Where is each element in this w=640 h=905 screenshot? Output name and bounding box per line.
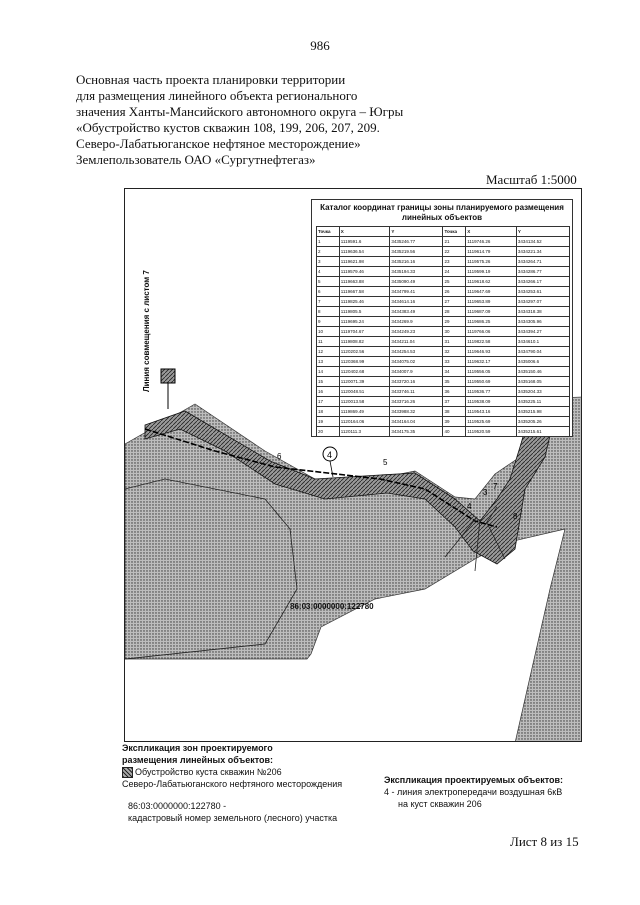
table-cell: 3433716.26 (390, 397, 443, 407)
table-cell: 3435090.49 (390, 277, 443, 287)
table-cell: 3434286.77 (516, 267, 569, 277)
header-line: значения Ханты-Мансийского автономного округа – Югры (76, 104, 404, 119)
planning-map (124, 188, 582, 742)
table-cell: 39 (443, 417, 466, 427)
table-cell: 1120164.06 (339, 417, 390, 427)
coordinate-catalog (311, 199, 573, 437)
table-cell: 1119520.59 (466, 427, 517, 437)
table-cell: 1120111.3 (339, 427, 390, 437)
table-cell: 1120202.56 (339, 347, 390, 357)
table-cell: 1120368.99 (339, 357, 390, 367)
table-cell: 4 (317, 267, 340, 277)
table-cell: 1119805.5 (339, 307, 390, 317)
table-cell: 1119663.88 (339, 277, 390, 287)
table-cell: 36 (443, 387, 466, 397)
point-label: 4 (467, 502, 472, 511)
table-cell: 3435006.6 (516, 357, 569, 367)
table-cell: 16 (317, 387, 340, 397)
table-cell: 37 (443, 397, 466, 407)
table-cell: 1119869.49 (339, 407, 390, 417)
objects-legend-title: Экспликация проектируемых объектов: (384, 775, 564, 785)
cadastral-legend: 86:03:0000000:122780 - кадастровый номер земельного (лесного) участка (128, 801, 338, 823)
document-header (76, 72, 403, 168)
table-cell: 1119822.58 (466, 337, 517, 347)
page-number: 986 (310, 38, 330, 53)
table-cell: 3434318.38 (516, 307, 569, 317)
map-scale: Масштаб 1:5000 (486, 172, 577, 187)
table-row (317, 327, 570, 337)
table-row (317, 377, 570, 387)
cadastral-parcel (125, 397, 582, 742)
table-cell: 3434266.17 (516, 277, 569, 287)
table-cell: 22 (443, 247, 466, 257)
table-header-row (317, 227, 570, 237)
table-cell: 25 (443, 277, 466, 287)
table-cell: 35 (443, 377, 466, 387)
table-cell: 7 (317, 297, 340, 307)
table-cell: 3434134.52 (516, 237, 569, 247)
table-cell: 10 (317, 327, 340, 337)
table-cell: 3435204.33 (516, 387, 569, 397)
table-cell: 3434164.04 (390, 417, 443, 427)
table-cell: 3433720.16 (390, 377, 443, 387)
objects-legend-item: 4 - линия электропередачи воздушная 6кВ (384, 787, 563, 797)
point-label: 6 (277, 452, 282, 461)
table-cell: 1119525.69 (466, 417, 517, 427)
table-header-cell: Y (516, 227, 569, 237)
table-cell: 1119686.25 (466, 317, 517, 327)
table-cell: 2 (317, 247, 340, 257)
table-cell: 40 (443, 427, 466, 437)
zone-swatch-icon (122, 767, 133, 778)
table-cell: 3435194.33 (390, 267, 443, 277)
table-cell: 9 (317, 317, 340, 327)
table-cell: 3435215.98 (516, 407, 569, 417)
table-cell: 26 (443, 287, 466, 297)
table-row (317, 297, 570, 307)
table-cell: 38 (443, 407, 466, 417)
header-line: Землепользователь ОАО «Сургутнефтегаз» (76, 152, 316, 167)
point-label: 3 (483, 488, 488, 497)
table-cell: 18 (317, 407, 340, 417)
table-cell: 5 (317, 277, 340, 287)
table-row (317, 307, 570, 317)
table-cell: 1119647.69 (466, 287, 517, 297)
table-row (317, 397, 570, 407)
table-row (317, 387, 570, 397)
table-cell: 1119621.98 (339, 257, 390, 267)
table-cell: 19 (317, 417, 340, 427)
table-cell: 3434614.16 (390, 297, 443, 307)
table-cell: 3434075.02 (390, 357, 443, 367)
objects-legend (384, 774, 563, 810)
table-cell: 32 (443, 347, 466, 357)
table-cell: 1119543.16 (466, 407, 517, 417)
zones-legend (122, 742, 342, 790)
table-cell: 6 (317, 287, 340, 297)
table-cell: 3434253.61 (516, 287, 569, 297)
table-row (317, 417, 570, 427)
table-cell: 3434007.9 (390, 367, 443, 377)
table-cell: 29 (443, 317, 466, 327)
table-cell: 1119808.82 (339, 337, 390, 347)
table-row (317, 347, 570, 357)
table-cell: 3434211.04 (390, 337, 443, 347)
table-header-cell: X (466, 227, 517, 237)
table-cell: 3434610.1 (516, 337, 569, 347)
table-cell: 34 (443, 367, 466, 377)
table-cell: 3433746.11 (390, 387, 443, 397)
table-row (317, 367, 570, 377)
table-cell: 8 (317, 307, 340, 317)
table-cell: 1120071.39 (339, 377, 390, 387)
table-cell: 3434790.04 (516, 347, 569, 357)
table-cell: 21 (443, 237, 466, 247)
table-cell: 3 (317, 257, 340, 267)
table-cell: 1119636.54 (339, 247, 390, 257)
table-cell: 3434297.07 (516, 297, 569, 307)
point-label: 8 (513, 512, 518, 521)
table-cell: 27 (443, 297, 466, 307)
table-cell: 1119766.06 (466, 327, 517, 337)
table-cell: 1119618.62 (466, 277, 517, 287)
table-row (317, 427, 570, 437)
table-cell: 3434249.23 (390, 327, 443, 337)
table-row (317, 257, 570, 267)
zones-legend-item: Обустройство куста скважин №206 (122, 766, 342, 778)
table-cell: 33 (443, 357, 466, 367)
table-row (317, 287, 570, 297)
table-cell: 1119687.09 (466, 307, 517, 317)
table-cell: 12 (317, 347, 340, 357)
header-line: «Обустройство кустов скважин 108, 199, 206, 207, 209. (76, 120, 380, 135)
table-cell: 17 (317, 397, 340, 407)
table-cell: 3435216.16 (390, 257, 443, 267)
sheet-join-label: Линия совмещения с листом 7 (142, 270, 151, 392)
table-cell: 31 (443, 337, 466, 347)
map-marker (161, 369, 175, 383)
table-cell: 3435215.61 (516, 427, 569, 437)
header-line: Северо-Лабатьюганское нефтяное месторождение» (76, 136, 361, 151)
table-cell: 3434221.34 (516, 247, 569, 257)
table-cell: 14 (317, 367, 340, 377)
table-cell: 1119746.26 (466, 237, 517, 247)
table-row (317, 337, 570, 347)
header-line: Основная часть проекта планировки территории (76, 72, 346, 87)
table-cell: 1119695.24 (339, 317, 390, 327)
coordinates-table (316, 226, 570, 437)
table-cell: 1119591.6 (339, 237, 390, 247)
table-header-cell: Точка (317, 227, 340, 237)
table-cell: 1119575.26 (466, 257, 517, 267)
zones-legend-item-text: Северо-Лабатьюганского нефтяного месторождения (122, 779, 343, 789)
cadastral-number-label: 86:03:0000000:122780 (290, 602, 374, 611)
table-cell: 11 (317, 337, 340, 347)
table-cell: 3434264.71 (516, 257, 569, 267)
table-row (317, 407, 570, 417)
table-cell: 1120013.58 (339, 397, 390, 407)
table-cell: 24 (443, 267, 466, 277)
point-label: 5 (383, 458, 388, 467)
table-cell: 1119667.58 (339, 287, 390, 297)
zones-legend-title: Экспликация зон проектируемого (122, 743, 273, 753)
table-cell: 3435150.46 (516, 367, 569, 377)
table-cell: 15 (317, 377, 340, 387)
table-cell: 3435219.56 (390, 247, 443, 257)
table-cell: 3434175.35 (390, 427, 443, 437)
table-cell: 3434254.53 (390, 347, 443, 357)
table-cell: 1119579.46 (339, 267, 390, 277)
table-cell: 1119614.79 (466, 247, 517, 257)
zones-legend-title: размещения линейных объектов: (122, 755, 274, 765)
table-cell: 3435168.05 (516, 377, 569, 387)
table-cell: 23 (443, 257, 466, 267)
table-cell: 1119556.05 (466, 367, 517, 377)
catalog-title: Каталог координат границы зоны планируемого размещения линейных объектов (320, 203, 564, 222)
table-cell: 3435246.77 (390, 237, 443, 247)
table-cell: 3435225.11 (516, 397, 569, 407)
table-header-cell: Y (390, 227, 443, 237)
table-header-cell: Точка (443, 227, 466, 237)
table-cell: 3434383.49 (390, 307, 443, 317)
table-cell: 1119536.77 (466, 387, 517, 397)
table-cell: 30 (443, 327, 466, 337)
table-row (317, 267, 570, 277)
table-row (317, 317, 570, 327)
table-cell: 3434799.41 (390, 287, 443, 297)
table-cell: 1120048.51 (339, 387, 390, 397)
point-label: 7 (493, 482, 498, 491)
table-cell: 1119825.46 (339, 297, 390, 307)
table-cell: 13 (317, 357, 340, 367)
table-cell: 3434305.96 (516, 317, 569, 327)
objects-legend-item: на куст скважин 206 (398, 799, 482, 809)
table-cell: 1119550.69 (466, 377, 517, 387)
table-cell: 1 (317, 237, 340, 247)
table-row (317, 247, 570, 257)
sheet-number: Лист 8 из 15 (510, 834, 579, 849)
table-header-cell: X (339, 227, 390, 237)
table-cell: 1119653.89 (466, 297, 517, 307)
table-cell: 1119599.19 (466, 267, 517, 277)
table-cell: 28 (443, 307, 466, 317)
table-cell: 3434269.9 (390, 317, 443, 327)
table-cell: 3435205.26 (516, 417, 569, 427)
table-cell: 1119646.93 (466, 347, 517, 357)
table-row (317, 237, 570, 247)
object-number-text: 4 (327, 450, 333, 460)
table-row (317, 357, 570, 367)
table-row (317, 277, 570, 287)
table-cell: 3433988.32 (390, 407, 443, 417)
table-cell: 3434394.27 (516, 327, 569, 337)
header-line: для размещения линейного объекта регионального (76, 88, 358, 103)
table-cell: 1119538.09 (466, 397, 517, 407)
table-cell: 20 (317, 427, 340, 437)
table-cell: 1119632.17 (466, 357, 517, 367)
table-cell: 1119704.67 (339, 327, 390, 337)
table-cell: 1120402.68 (339, 367, 390, 377)
